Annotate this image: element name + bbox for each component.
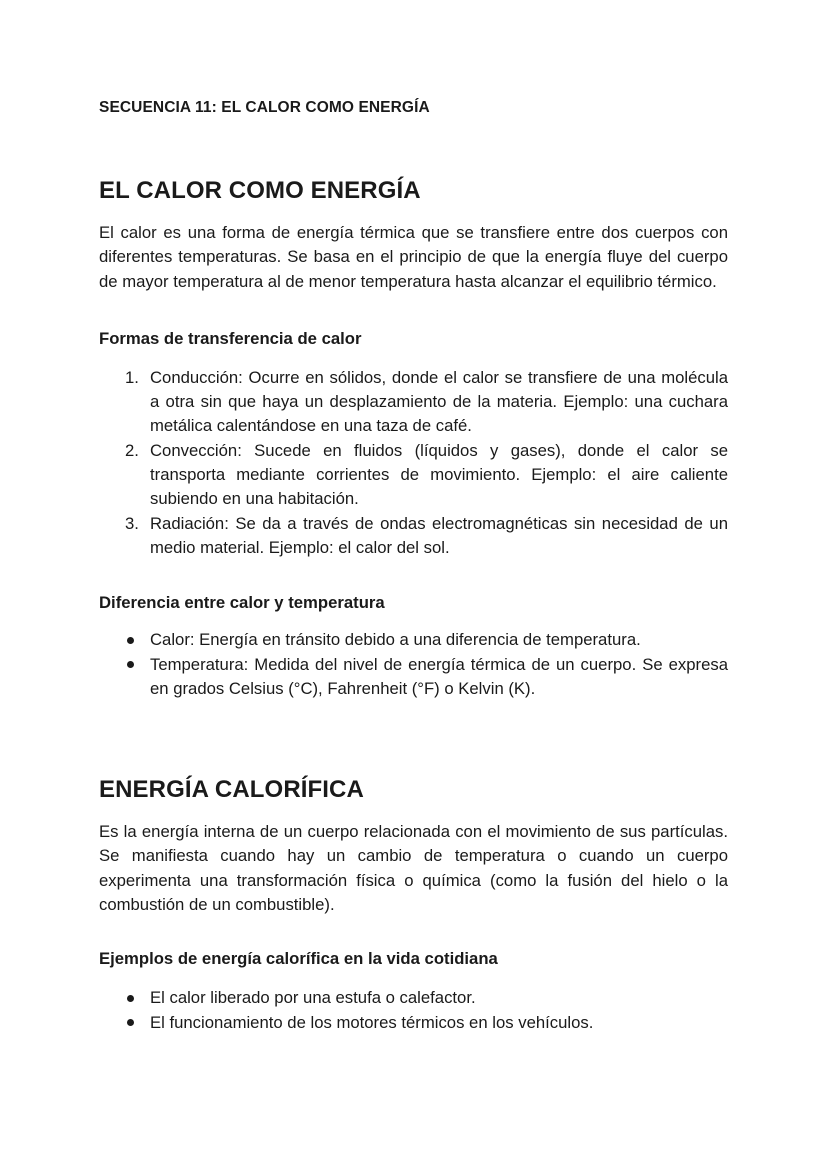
difference-bullet-list — [99, 628, 728, 701]
list-number: 2. — [125, 440, 139, 460]
transfer-forms-numbered-list — [99, 366, 728, 560]
list-item-convection — [99, 439, 728, 512]
list-item-text: Calor: Energía en tránsito debido a una diferencia de temperatura. — [150, 630, 641, 650]
list-number: 3. — [125, 513, 139, 533]
list-number: 1. — [125, 367, 139, 387]
section2-title: ENERGÍA CALORÍFICA — [99, 776, 364, 804]
doc-kicker: SECUENCIA 11: EL CALOR COMO ENERGÍA — [99, 99, 430, 116]
list-item-text: El calor liberado por una estufa o calefactor. — [150, 988, 476, 1008]
list-item-text: Radiación: Se da a través de ondas electromagnéticas sin necesidad de un medio material. Ejemplo: el calor del sol. — [150, 513, 728, 557]
section1-intro-paragraph: El calor es una forma de energía térmica que se transfiere entre dos cuerpos con diferentes temperaturas. Se basa en el principio de que la energía fluye del cuerpo de mayor temperatura al de menor temperatura hasta alcanzar el equilibrio térmico. — [99, 223, 728, 291]
subheading-transfer-forms: Formas de transferencia de calor — [99, 328, 362, 348]
list-item-stove — [99, 986, 728, 1010]
list-item-text: Conducción: Ocurre en sólidos, donde el calor se transfiere de una molécula a otra sin que haya un desplazamiento de la materia. Ejemplo: una cuchara metálica calentándose en una taza de café. — [150, 367, 728, 436]
section1-title: EL CALOR COMO ENERGÍA — [99, 177, 421, 204]
list-item-temperature — [99, 653, 728, 702]
list-item-text: El funcionamiento de los motores térmicos en los vehículos. — [150, 1012, 594, 1032]
list-item-radiation — [99, 512, 728, 561]
examples-bullet-list — [99, 986, 728, 1035]
bullet-icon — [127, 661, 134, 668]
list-item-heat — [99, 628, 728, 652]
bullet-icon — [127, 1019, 134, 1026]
list-item-conduction — [99, 366, 728, 439]
list-item-engines — [99, 1011, 728, 1035]
subheading-heat-vs-temperature: Diferencia entre calor y temperatura — [99, 593, 385, 613]
bullet-icon — [127, 995, 134, 1002]
section2-intro-paragraph: Es la energía interna de un cuerpo relacionada con el movimiento de sus partículas. Se manifiesta cuando hay un cambio de temperatura o cuando un cuerpo experimenta una transformación física o química (como la fusión del hielo o la combustión de un combustible). — [99, 822, 728, 915]
list-item-text: Convección: Sucede en fluidos (líquidos y gases), donde el calor se transporta mediante corrientes de movimiento. Ejemplo: el aire caliente subiendo en una habitación. — [150, 440, 728, 509]
list-item-text: Temperatura: Medida del nivel de energía térmica de un cuerpo. Se expresa en grados Celsius (°C), Fahrenheit (°F) o Kelvin (K). — [150, 654, 728, 698]
subheading-everyday-examples: Ejemplos de energía calorífica en la vida cotidiana — [99, 949, 498, 969]
bullet-icon — [127, 637, 134, 644]
